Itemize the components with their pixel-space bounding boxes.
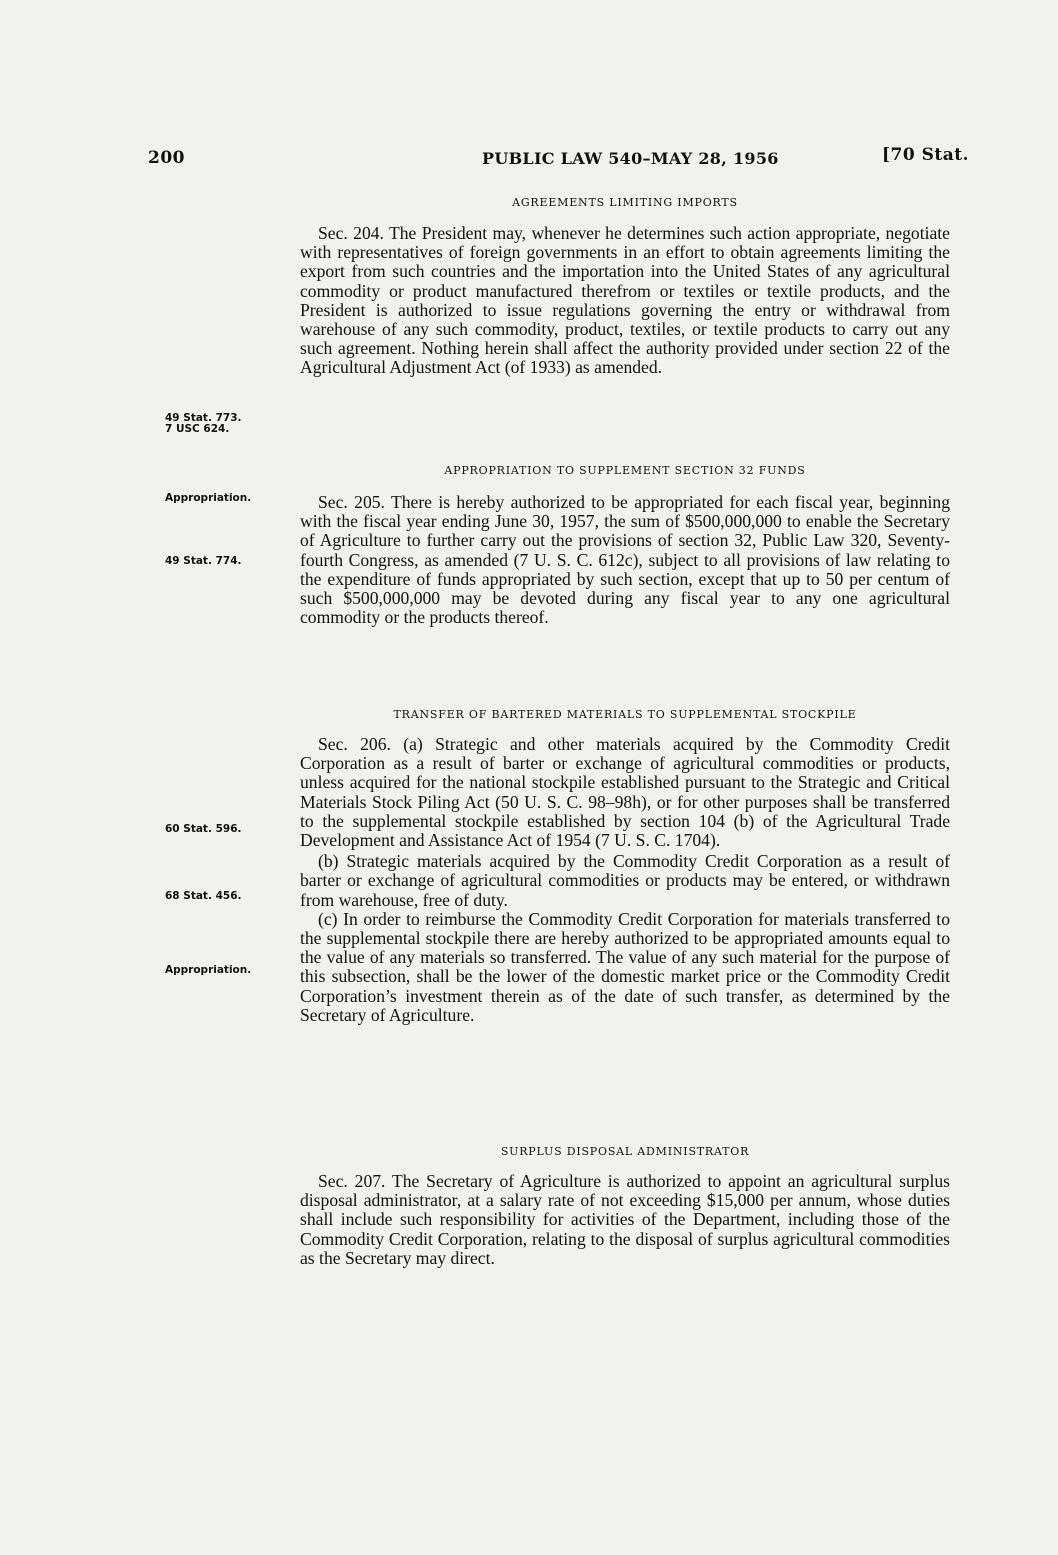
margin-note-stat-ref: 49 Stat. 774. <box>165 555 242 567</box>
section-paragraph: Sec. 207. The Secretary of Agriculture is authorized to appoint an agricultural surplus disposal administrator, at a salary rate of not exceeding $15,000 per annum, whose duties shall include such responsibility for activities of the Department, including those of the Commodity Credit Corporation, relating to the disposal of surplus agricultural commodities as the Secretary may direct. <box>300 1171 950 1268</box>
section-207 <box>300 1145 950 1268</box>
section-heading: TRANSFER OF BARTERED MATERIALS TO SUPPLEMENTAL STOCKPILE <box>393 708 857 721</box>
running-head: PUBLIC LAW 540–MAY 28, 1956 <box>482 149 779 168</box>
margin-note-stat-ref <box>165 413 275 435</box>
section-paragraph: (b) Strategic materials acquired by the Commodity Credit Corporation as a result of barter or exchange of agricultural commodities or products may be entered, or withdrawn from warehouse, free of duty. <box>300 851 950 910</box>
margin-note-appropriation: Appropriation. <box>165 492 252 504</box>
section-paragraph: Sec. 205. There is hereby authorized to be appropriated for each fiscal year, beginning with the fiscal year ending June 30, 1957, the sum of $500,000,000 to enable the Secretary of Agriculture to further carry out the provisions of section 32, Public Law 320, Seventy-fourth Congress, as amended (7 U. S. C. 612c), subject to all provisions of law relating to the expenditure of funds appropriated by such section, except that up to 50 per centum of such $500,000,000 may be devoted during any fiscal year to any one agricultural commodity or the products thereof. <box>300 492 950 628</box>
page-number: 200 <box>148 148 185 168</box>
section-paragraph: Sec. 204. The President may, whenever he determines such action appropriate, negotiate with representatives of foreign governments in an effort to obtain agreements limiting the export from such countries and the importation into the United States of any agricultural commodity or product manufactured therefrom or textiles or textile products, and the President is authorized to issue regulations governing the entry or withdrawal from warehouse of any such commodity, product, textiles, or textile products to carry out any such agreement. Nothing herein shall affect the authority provided under section 22 of the Agricultural Adjustment Act (of 1933) as amended. <box>300 223 950 378</box>
margin-note-appropriation: Appropriation. <box>165 964 252 976</box>
section-heading: SURPLUS DISPOSAL ADMINISTRATOR <box>500 1145 750 1158</box>
section-paragraph: (c) In order to reimburse the Commodity Credit Corporation for materials transferred to the supplemental stockpile there are hereby authorized to be appropriated amounts equal to the value of any materials so transferred. The value of any such material for the purpose of this subsection, shall be the lower of the domestic market price or the Commodity Credit Corporation’s investment therein as of the date of such transfer, as determined by the Secretary of Agriculture. <box>300 908 950 1025</box>
margin-note-stat-ref: 60 Stat. 596. <box>165 823 242 835</box>
section-heading: AGREEMENTS LIMITING IMPORTS <box>512 196 738 209</box>
section-paragraph: Sec. 206. (a) Strategic and other materials acquired by the Commodity Credit Corporation as a result of barter or exchange of agricultural commodities or products, unless acquired for the national stockpile established pursuant to the Strategic and Critical Materials Stock Piling Act (50 U. S. C. 98–98h), or for other purposes shall be transferred to the supplemental stockpile established by section 104 (b) of the Agricultural Trade Development and Assistance Act of 1954 (7 U. S. C. 1704). <box>300 734 950 851</box>
section-heading: APPROPRIATION TO SUPPLEMENT SECTION 32 FUNDS <box>444 464 806 477</box>
section-204 <box>300 196 950 378</box>
statute-reference: [70 Stat. <box>882 145 970 165</box>
margin-note-line: 49 Stat. 773. <box>165 412 242 424</box>
margin-note-line: 7 USC 624. <box>165 423 230 435</box>
section-205 <box>300 464 950 627</box>
margin-note-stat-ref: 68 Stat. 456. <box>165 890 242 902</box>
section-206 <box>300 708 950 1025</box>
